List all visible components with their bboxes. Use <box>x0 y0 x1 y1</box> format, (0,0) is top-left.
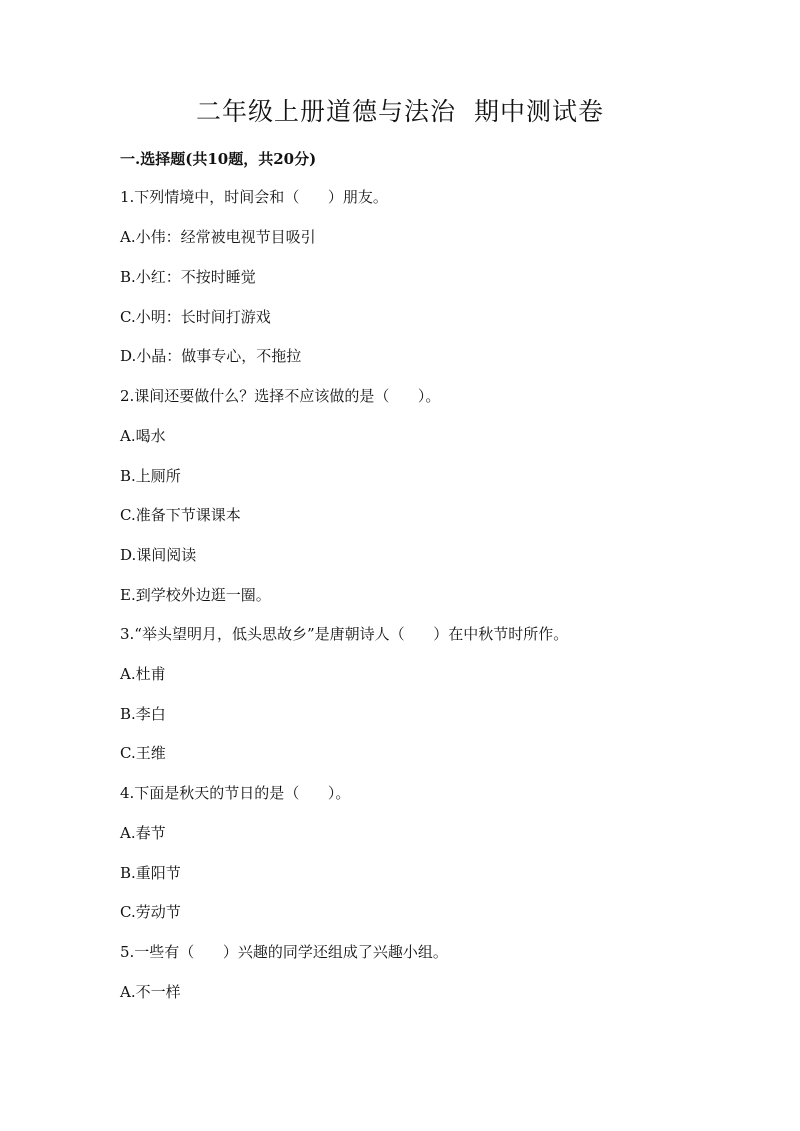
question-5-option-a: A.不一样 <box>120 983 181 1001</box>
question-1-option-b: B.小红：不按时睡觉 <box>120 268 256 286</box>
question-4-stem: 4.下面是秋天的节日的是（ ）。 <box>120 784 351 802</box>
question-3-stem: 3.“举头望明月，低头思故乡”是唐朝诗人（ ）在中秋节时所作。 <box>120 625 569 643</box>
question-1-option-c: C.小明：长时间打游戏 <box>120 308 271 326</box>
question-2-option-d: D.课间阅读 <box>120 546 197 564</box>
question-2-option-e: E.到学校外边逛一圈。 <box>120 586 271 604</box>
question-1-option-d: D.小晶：做事专心，不拖拉 <box>120 347 302 365</box>
page-title: 二年级上册道德与法治 期中测试卷 <box>196 97 604 126</box>
question-2-option-b: B.上厕所 <box>120 467 181 485</box>
question-3-option-c: C.王维 <box>120 744 166 762</box>
question-3-option-a: A.杜甫 <box>120 665 166 683</box>
question-2-stem: 2.课间还要做什么？选择不应该做的是（ ）。 <box>120 387 441 405</box>
question-4-option-a: A.春节 <box>120 824 166 842</box>
question-1-option-a: A.小伟：经常被电视节目吸引 <box>120 228 316 246</box>
question-2-option-a: A.喝水 <box>120 427 166 445</box>
question-2-option-c: C.准备下节课课本 <box>120 506 241 524</box>
question-1-stem: 1.下列情境中，时间会和（ ）朋友。 <box>120 188 388 206</box>
question-4-option-c: C.劳动节 <box>120 903 181 921</box>
question-5-stem: 5.一些有（ ）兴趣的同学还组成了兴趣小组。 <box>120 943 448 961</box>
question-3-option-b: B.李白 <box>120 705 166 723</box>
section-heading: 一.选择题(共10题，共20分) <box>120 150 317 168</box>
question-4-option-b: B.重阳节 <box>120 864 181 882</box>
